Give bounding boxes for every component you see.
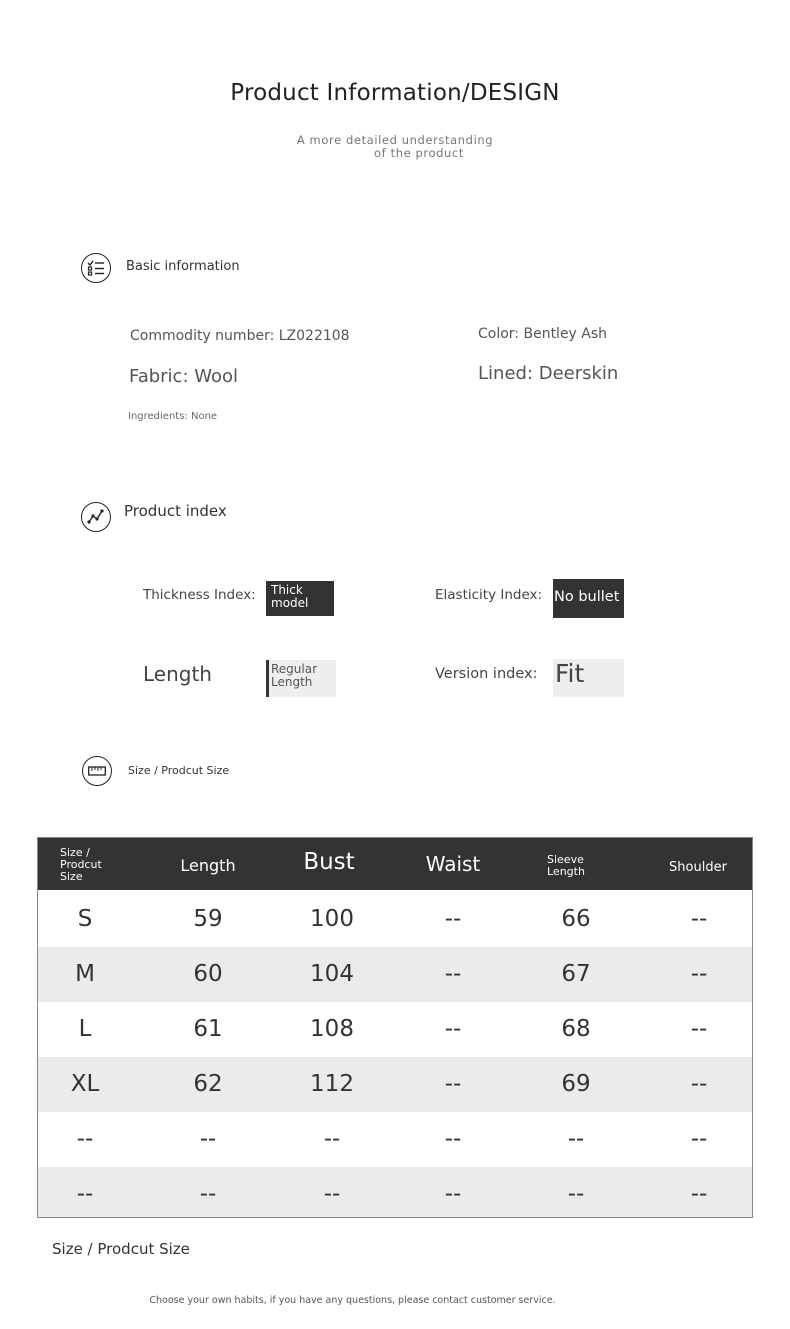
table-cell: 104 <box>310 961 354 987</box>
header-size-line-2: Prodcut <box>60 858 102 871</box>
footer-size-label: Size / Prodcut Size <box>52 1240 190 1258</box>
table-row <box>38 1167 752 1217</box>
table-cell: 112 <box>310 1071 354 1097</box>
header-sleeve-length <box>547 854 585 878</box>
header-shoulder: Shoulder <box>669 860 727 875</box>
table-cell: 59 <box>193 906 223 932</box>
header-size-line-3: Size <box>60 870 83 883</box>
table-cell: 100 <box>310 906 354 932</box>
fabric-value: Fabric: Wool <box>129 366 239 387</box>
checklist-icon <box>81 253 111 283</box>
table-cell: -- <box>567 1126 585 1152</box>
table-cell: -- <box>690 1071 708 1097</box>
table-cell: -- <box>690 961 708 987</box>
lined-value: Lined: Deerskin <box>478 363 619 384</box>
table-cell: -- <box>323 1126 341 1152</box>
table-cell: -- <box>690 1126 708 1152</box>
table-cell: 61 <box>193 1016 223 1042</box>
subtitle-line-1: A more detailed understanding <box>296 133 494 147</box>
table-cell: -- <box>690 906 708 932</box>
table-cell: 69 <box>561 1071 591 1097</box>
length-tag-line-1: Regular <box>271 662 318 676</box>
elasticity-index-tag: No bullet <box>553 579 624 618</box>
table-cell: -- <box>567 1181 585 1207</box>
table-cell: -- <box>444 1016 462 1042</box>
table-cell: -- <box>690 1181 708 1207</box>
header-waist: Waist <box>425 852 481 876</box>
table-row <box>38 1057 752 1112</box>
table-cell: M <box>75 961 95 987</box>
table-cell: -- <box>76 1126 94 1152</box>
table-cell: -- <box>199 1126 217 1152</box>
subtitle-line-2: of the product <box>374 146 464 160</box>
customer-service-note: Choose your own habits, if you have any questions, please contact customer service. <box>149 1295 556 1306</box>
table-cell: -- <box>199 1181 217 1207</box>
length-label: Length <box>143 662 212 686</box>
version-index-label: Version index: <box>435 666 538 682</box>
commodity-number: Commodity number: LZ022108 <box>130 328 350 344</box>
header-length: Length <box>180 856 236 875</box>
table-cell: -- <box>444 1181 462 1207</box>
header-size-line-1: Size / <box>60 846 90 859</box>
header-size <box>60 847 102 883</box>
thickness-index-label: Thickness Index: <box>143 587 256 603</box>
elasticity-index-label: Elasticity Index: <box>435 587 543 603</box>
table-cell: 108 <box>310 1016 354 1042</box>
thickness-index-tag <box>266 581 334 616</box>
thickness-tag-line-1: Thick <box>271 583 303 597</box>
page-title: Product Information/DESIGN <box>230 80 560 106</box>
product-index-label: Product index <box>124 502 227 520</box>
table-cell: 68 <box>561 1016 591 1042</box>
size-table-header <box>38 838 752 890</box>
table-row <box>38 1112 752 1167</box>
ruler-icon <box>82 756 112 786</box>
table-cell: L <box>78 1016 92 1042</box>
header-bust: Bust <box>303 849 355 875</box>
header-sleeve-line-1: Sleeve <box>547 853 584 866</box>
table-cell: -- <box>444 1071 462 1097</box>
basic-info-label: Basic information <box>126 259 240 274</box>
table-cell: -- <box>690 1016 708 1042</box>
table-row <box>38 892 752 947</box>
thickness-tag-line-2: model <box>271 596 309 610</box>
trend-chart-icon <box>81 502 111 532</box>
size-section-label: Size / Prodcut Size <box>128 764 230 777</box>
page-subtitle <box>0 134 790 160</box>
table-cell: -- <box>76 1181 94 1207</box>
table-cell: 60 <box>193 961 223 987</box>
table-row <box>38 1002 752 1057</box>
table-cell: 67 <box>561 961 591 987</box>
table-cell: 62 <box>193 1071 223 1097</box>
ingredients-value: Ingredients: None <box>128 411 218 422</box>
table-cell: XL <box>70 1071 100 1097</box>
table-cell: 66 <box>561 906 591 932</box>
color-value: Color: Bentley Ash <box>478 326 608 342</box>
table-cell: -- <box>444 961 462 987</box>
table-cell: -- <box>444 906 462 932</box>
header-sleeve-line-2: Length <box>547 865 585 878</box>
version-index-tag: Fit <box>553 659 624 697</box>
length-tag <box>266 660 336 697</box>
length-tag-line-2: Length <box>271 675 313 689</box>
size-table <box>37 837 753 1218</box>
table-cell: -- <box>323 1181 341 1207</box>
table-cell: -- <box>444 1126 462 1152</box>
table-cell: S <box>77 906 93 932</box>
table-row <box>38 947 752 1002</box>
